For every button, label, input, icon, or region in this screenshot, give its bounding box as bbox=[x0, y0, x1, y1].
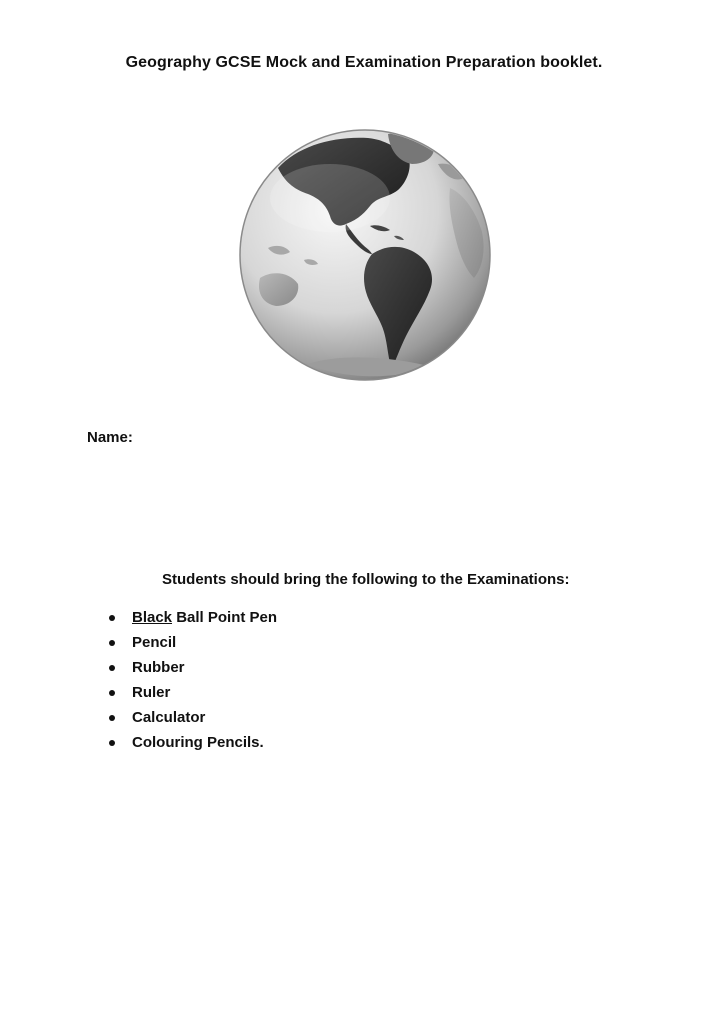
list-item bbox=[107, 732, 277, 757]
item-text: Rubber bbox=[132, 659, 185, 676]
bullet-icon bbox=[109, 715, 115, 721]
list-item bbox=[107, 682, 277, 707]
bullet-icon bbox=[109, 640, 115, 646]
bullet-icon bbox=[109, 690, 115, 696]
list-item bbox=[107, 657, 277, 682]
list-item bbox=[107, 632, 277, 657]
item-text: Ruler bbox=[132, 684, 171, 701]
item-text: Pencil bbox=[132, 634, 177, 651]
item-text: Calculator bbox=[132, 709, 206, 726]
item-text: Colouring Pencils. bbox=[132, 734, 264, 751]
page-title: Geography GCSE Mock and Examination Preparation booklet. bbox=[125, 54, 603, 71]
emphasis-text: Black bbox=[132, 609, 173, 626]
list-item bbox=[107, 607, 277, 632]
bullet-icon bbox=[109, 615, 115, 621]
item-text: Ball Point Pen bbox=[172, 609, 278, 626]
bullet-icon bbox=[109, 740, 115, 746]
globe-image bbox=[238, 128, 492, 382]
bring-heading: Students should bring the following to the Examinations: bbox=[162, 571, 570, 588]
supplies-list bbox=[107, 607, 277, 757]
name-label: Name: bbox=[87, 429, 133, 446]
bullet-icon bbox=[109, 665, 115, 671]
list-item bbox=[107, 707, 277, 732]
